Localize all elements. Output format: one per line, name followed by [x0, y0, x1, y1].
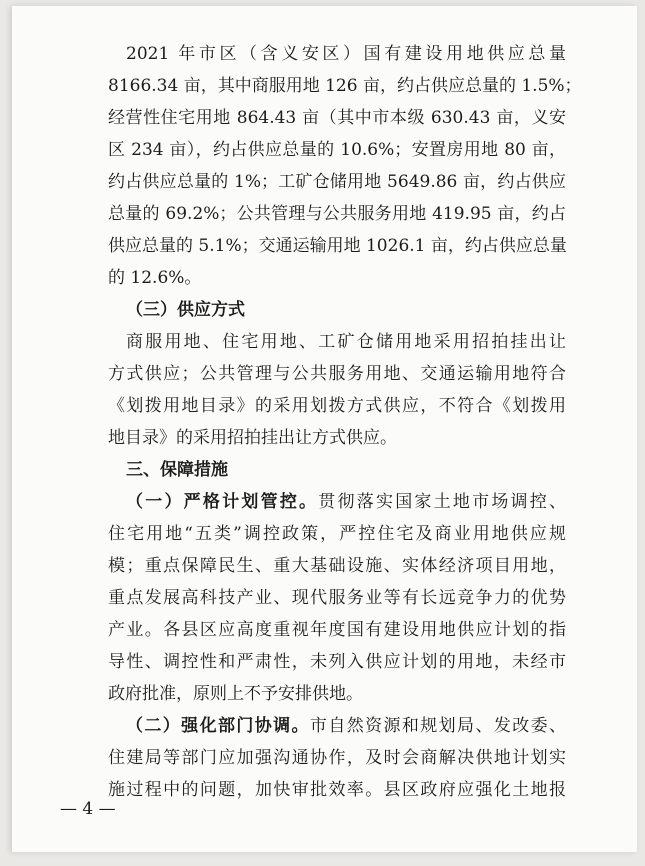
- text-line: 住建局等部门应加强沟通协作，及时会商解决供地计划实: [108, 748, 566, 768]
- text-line: 政府批准，原则上不予安排供地。: [108, 684, 363, 704]
- text-line: 经营性住宅用地 864.43 亩（其中市本级 630.43 亩，义安: [108, 108, 566, 128]
- text-line: 地目录》的采用招拍挂出让方式供应。: [108, 428, 397, 448]
- section-heading: （三）供应方式: [126, 300, 245, 320]
- text-line: 导性、调控性和严肃性，未列入供应计划的用地，未经市: [108, 652, 566, 672]
- text-line: 的 12.6%。: [108, 268, 202, 288]
- text-line: 2021 年市区（含义安区）国有建设用地供应总量: [126, 44, 566, 64]
- measure-1-text: 贯彻落实国家土地市场调控、: [318, 492, 567, 512]
- measure-2-text: 市自然资源和规划局、发改委、: [309, 716, 567, 736]
- text-line: 商服用地、住宅用地、工矿仓储用地采用招拍挂出让: [126, 332, 566, 352]
- measure-2-title: （二）强化部门协调。: [126, 716, 310, 736]
- document-page: [12, 6, 637, 852]
- text-line: 约占供应总量的 1%；工矿仓储用地 5649.86 亩，约占供应: [108, 172, 566, 192]
- text-line: 区 234 亩），约占供应总量的 10.6%；安置房用地 80 亩，: [108, 140, 566, 160]
- text-line: 施过程中的问题，加快审批效率。县区政府应强化土地报: [108, 780, 566, 800]
- text-line: 住宅用地“五类”调控政策，严控住宅及商业用地供应规: [108, 524, 566, 544]
- text-line: 方式供应；公共管理与公共服务用地、交通运输用地符合: [108, 364, 566, 384]
- text-line: 8166.34 亩，其中商服用地 126 亩，约占供应总量的 1.5%；: [108, 76, 582, 96]
- text-line: 供应总量的 5.1%；交通运输用地 1026.1 亩，约占供应总量: [108, 236, 567, 256]
- part-heading: 三、保障措施: [126, 460, 228, 480]
- measure-1-first-line: [126, 492, 566, 512]
- page-number: — 4 —: [60, 799, 116, 819]
- text-line: 《划拨用地目录》的采用划拨方式供应，不符合《划拨用: [108, 396, 566, 416]
- text-line: 总量的 69.2%；公共管理与公共服务用地 419.95 亩，约占: [108, 204, 566, 224]
- measure-1-title: （一）严格计划管控。: [126, 492, 319, 512]
- text-line: 重点发展高科技产业、现代服务业等有长远竞争力的优势: [108, 588, 566, 608]
- text-line: 产业。各县区应高度重视年度国有建设用地供应计划的指: [108, 620, 566, 640]
- text-line: 模；重点保障民生、重大基础设施、实体经济项目用地，: [108, 556, 566, 576]
